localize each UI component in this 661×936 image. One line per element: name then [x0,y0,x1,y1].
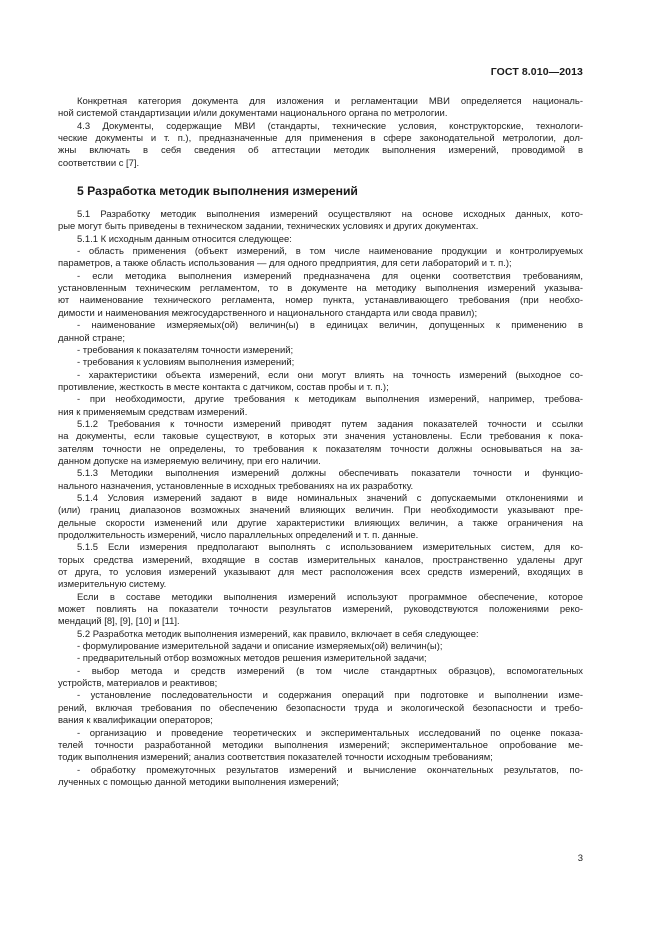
text-line: данной стране; [58,332,125,344]
text-line: продолжительность измерений, число параллельных определений и т. п. данные. [58,530,419,541]
text-line: Конкретная категория документа для изложения и регламентации МВИ определяется националь- [77,96,583,107]
text-line: противление, жесткость в месте контакта с датчиком, состав пробы и т. п.); [58,381,389,393]
text-line: зателям точности не определены, то требования к показателям точности должны основываться на за- [58,443,583,455]
text-line: 5.2 Разработка методик выполнения измерений, как правило, включает в себя следующее: [77,628,479,640]
text-line: ной системой стандартизации и/или документами национального органа по метрологии. [58,108,448,120]
text-line: - при необходимости, другие требования к методикам выполнения измерений, например, требова- [77,394,583,406]
text-line: - формулирование измерительной задачи и описание измеряемых(ой) величин(ы); [77,641,443,653]
paragraph [58,542,583,591]
text-line: - требования к условиям выполнения измерений; [77,357,295,369]
paragraph [58,641,583,653]
text-line: дельные скорости изменений или другие характеристики влияющих величин, а также ограничения на [58,517,583,529]
paragraphs-before [58,96,583,170]
paragraph [58,394,583,419]
text-line: данном допуске на измеряемую величину, при его наличии. [58,455,321,467]
text-line: может повлиять на показатели точности результатов измерений, руководствуются положениями реко- [58,604,583,616]
paragraph [58,271,583,320]
paragraph [58,121,583,170]
paragraph [58,246,583,271]
paragraph [58,320,583,345]
text-line: - обработку промежуточных результатов измерений и вычисление окончательных результатов, по- [77,764,583,776]
text-line: тодик выполнения измерений; анализ соответствия показателей точности исходным требованиям; [58,752,493,764]
text-line: - установление последовательности и содержания операций при подготовке и выполнении изме- [77,690,583,702]
text-line: 5.1.1 К исходным данным относится следующее: [77,233,292,245]
paragraphs-after [58,209,583,789]
text-line: 5.1.2 Требования к точности измерений приводят путем задания показателей точности и ссылки [77,418,583,430]
text-line: 4.3 Документы, содержащие МВИ (стандарты, технические условия, конструкторские, технологи- [77,120,583,132]
paragraph [58,765,583,790]
document-header: ГОСТ 8.010—2013 [490,66,583,78]
paragraph [58,592,583,629]
text-line: - наименование измеряемых(ой) величин(ы) в единицах величин, допущенных к применению в [77,320,583,332]
text-line: - характеристики объекта измерений, если они могут влиять на точность измерений (выходное со- [77,369,583,381]
paragraph [58,419,583,468]
text-line: вания к квалификации операторов; [58,715,213,727]
section-title: 5 Разработка методик выполнения измерений [77,184,358,199]
paragraph [58,728,583,765]
text-line: ют наименование технического регламента, номер пункта, устанавливающего требования (при необхо- [58,295,583,307]
paragraph [58,653,583,665]
text-line: Если в составе методики выполнения измерений используют программное обеспечение, которое [77,591,583,603]
text-line: - организацию и проведение теоретических и экспериментальных исследований по оценке показа- [77,727,583,739]
text-line: - область применения (объект измерений, в том числе наименование продукции и контролируемых [77,246,583,258]
text-line: лученных с помощью данной методики выполнения измерений; [58,776,339,788]
paragraph [58,493,583,542]
text-line: (или) границ диапазонов возможных значений влияющих величин. При необходимости указывают пре- [58,505,583,517]
text-line: ния к применяемым средствам измерений. [58,406,248,418]
text-line: 5.1.5 Если измерения предполагают выполнять с использованием измерительных систем, для ко- [77,542,583,554]
paragraph [58,357,583,369]
text-line: рые могут быть приведены в техническом задании, технических условиях и других документах. [58,221,479,233]
text-line: соответствии с [7]. [58,157,140,169]
text-line: на документы, если таковые существуют, в которых эти значения установлены. Если требования к пока- [58,431,583,443]
text-line: телей точности разработанной методики выполнения измерений; экспериментальное опробование ме- [58,739,583,751]
text-line: - выбор метода и средств измерений (в том числе стандартных образцов), вспомогательных [77,665,583,677]
text-line: торых средства измерений, входящие в состав измерительных каналов, пространственно удалены друг [58,554,583,566]
paragraph [58,234,583,246]
text-line: 5.1 Разработку методик выполнения измерений осуществляют на основе исходных данных, кото- [77,209,583,221]
text-line: 5.1.3 Методики выполнения измерений должны обеспечивать показатели точности и функцио- [77,468,583,480]
text-line: от друга, то условия измерений указывают для мест расположения всех средств измерений, входящих в [58,567,583,579]
text-line: димости и наименования межгосударственного и национального стандарта или свода правил); [58,307,478,319]
text-line: - требования к показателям точности измерений; [77,344,294,356]
paragraph [58,468,583,493]
paragraph [58,209,583,234]
text-line: установленным техническим регламентом, то в документе на методику выполнения измерений указыва- [58,283,583,295]
text-line: мендаций [8], [9], [10] и [11]. [58,616,180,628]
text-line: измерительную систему. [58,579,167,591]
paragraph [58,666,583,691]
paragraph [58,96,583,121]
paragraph [58,629,583,641]
paragraph [58,690,583,727]
document-body [58,96,583,789]
text-line: - если методика выполнения измерений предназначена для оценки соответствия требованиям, [77,270,583,282]
text-line: нального назначения, установленные в исходных требованиях на их разработку. [58,480,414,492]
text-line: параметров, а также область использования — для одного предприятия, для сети лабораторий и т. п.); [58,258,512,270]
text-line: ческие документы и т. п.), предназначенные для применения в сфере законодательной метрологии, дол- [58,133,583,145]
text-line: устройств, материалов и реактивов; [58,678,218,690]
text-line: 5.1.4 Условия измерений задают в виде номинальных значений с допускаемыми отклонениями и [77,492,583,504]
paragraph [58,345,583,357]
text-line: жны включать в себя сведения об аттестации методик выполнения измерений, проводимой в [58,145,583,157]
text-line: - предварительный отбор возможных методов решения измерительной задачи; [77,653,427,665]
text-line: рений, включая требования по обеспечению безопасности труда и экологической безопасности и требо- [58,702,583,714]
paragraph [58,370,583,395]
page-number: 3 [577,853,583,864]
